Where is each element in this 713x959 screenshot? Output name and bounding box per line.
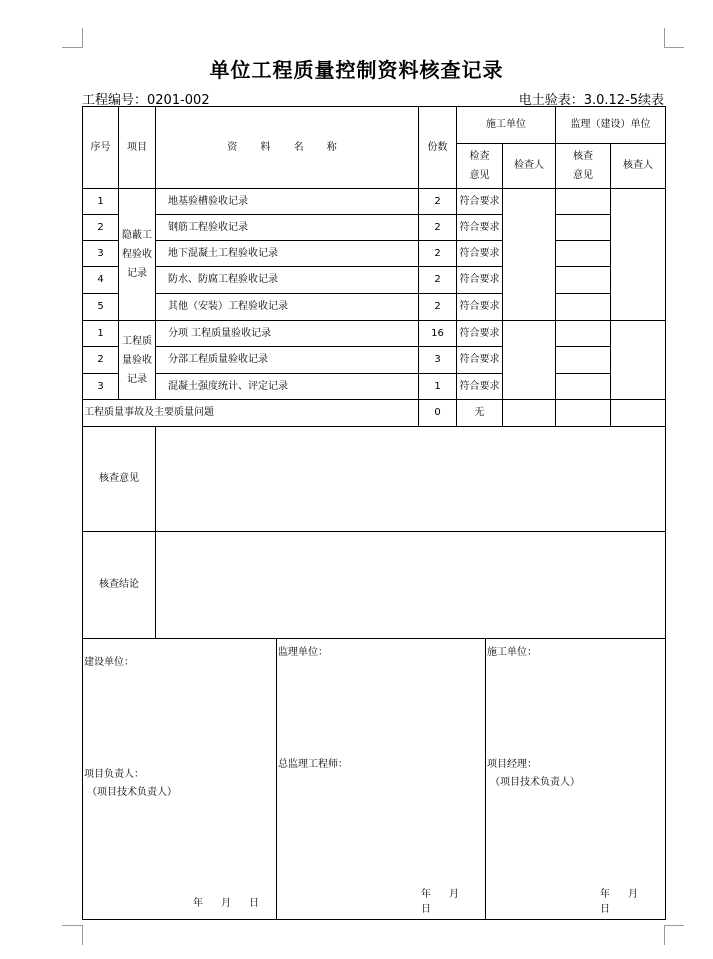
row-copies: 2: [419, 241, 457, 267]
group1-verifier: [611, 189, 666, 321]
owner-unit-label: 建设单位：: [84, 657, 134, 668]
supervision-sign-cell: [277, 639, 486, 920]
review-conclusion-label: 核查结论: [83, 532, 156, 639]
construction-sign-cell: [486, 639, 666, 920]
header-verify-opinion: 核查意见: [556, 144, 611, 189]
row-copies: 3: [419, 347, 457, 374]
table-row: [83, 347, 666, 374]
crop-mark-tr-v: [664, 28, 665, 48]
row-verify-opinion: [556, 189, 611, 215]
row-verify-opinion: [556, 347, 611, 374]
crop-mark-br-v: [664, 925, 665, 945]
header-construction-unit: 施工单位: [457, 107, 556, 144]
row-check-opinion: 符合要求: [457, 294, 503, 321]
table-row: [83, 267, 666, 294]
row-copies: 2: [419, 189, 457, 215]
construction-date: 年 月日: [600, 889, 638, 915]
row-no: 4: [83, 267, 119, 294]
row-copies: 2: [419, 215, 457, 241]
page-title: 单位工程质量控制资料核查记录: [209, 58, 504, 82]
header-item: 项目: [119, 107, 156, 189]
row-doc-name: 分项 工程质量验收记录: [156, 321, 419, 347]
form-code: 电土验表：3.0.12-5续表: [518, 93, 664, 108]
supervision-unit-label: 监理单位：: [278, 647, 328, 658]
crop-mark-bl-h: [62, 925, 82, 926]
row-doc-name: 地下混凝土工程验收记录: [156, 241, 419, 267]
group1-checker: [503, 189, 556, 321]
row-doc-name: 分部工程质量验收记录: [156, 347, 419, 374]
review-conclusion-row: [83, 532, 666, 639]
row-check-opinion: 符合要求: [457, 215, 503, 241]
group-label-quality-acceptance: 工程质量验收记录: [119, 321, 156, 400]
row-copies: 2: [419, 267, 457, 294]
crop-mark-tr-h: [664, 47, 684, 48]
group-label-hidden-works: 隐蔽工程验收记录: [119, 189, 156, 321]
crop-mark-tl-v: [82, 28, 83, 48]
row-no: 1: [83, 321, 119, 347]
owner-sign-cell: [83, 639, 277, 920]
row-check-opinion: 符合要求: [457, 267, 503, 294]
row-no: 2: [83, 215, 119, 241]
row-copies: 2: [419, 294, 457, 321]
group2-verifier: [611, 321, 666, 400]
owner-tech-label: （项目技术负责人）: [87, 787, 177, 798]
header-checker: 检查人: [503, 144, 556, 189]
row-no: 3: [83, 241, 119, 267]
accident-row: [83, 400, 666, 427]
accident-copies: 0: [419, 400, 457, 427]
row-check-opinion: 符合要求: [457, 241, 503, 267]
supervision-date: 年 月日: [421, 889, 459, 915]
row-check-opinion: 符合要求: [457, 321, 503, 347]
row-verify-opinion: [556, 241, 611, 267]
header-doc-name: 资 料 名 称: [156, 107, 419, 189]
header-seq: 序号: [83, 107, 119, 189]
row-no: 5: [83, 294, 119, 321]
pm-label: 项目经理：: [487, 759, 537, 770]
pm-tech-label: （项目技术负责人）: [490, 777, 580, 788]
table-row: [83, 189, 666, 215]
header-check-opinion: 检查意见: [457, 144, 503, 189]
accident-verify: [556, 400, 611, 427]
row-no: 2: [83, 347, 119, 374]
review-opinion-content: [156, 427, 666, 532]
accident-checker: [503, 400, 556, 427]
project-number: 工程编号：0201-002: [82, 93, 210, 108]
row-no: 1: [83, 189, 119, 215]
row-no: 3: [83, 374, 119, 400]
table-row: [83, 241, 666, 267]
header-verifier: 核查人: [611, 144, 666, 189]
row-copies: 1: [419, 374, 457, 400]
table-row: [83, 321, 666, 347]
row-check-opinion: 符合要求: [457, 189, 503, 215]
table-row: [83, 215, 666, 241]
crop-mark-bl-v: [82, 925, 83, 945]
row-verify-opinion: [556, 321, 611, 347]
chief-supervisor-label: 总监理工程师：: [278, 759, 348, 770]
row-verify-opinion: [556, 374, 611, 400]
header-supervision-unit: 监理（建设）单位: [556, 107, 666, 144]
owner-person-label: 项目负责人：: [84, 769, 144, 780]
table-row: [83, 374, 666, 400]
owner-date: 年 月 日: [193, 898, 259, 909]
row-verify-opinion: [556, 267, 611, 294]
construction-unit-label: 施工单位：: [487, 647, 537, 658]
accident-check: 无: [457, 400, 503, 427]
row-doc-name: 钢筋工程验收记录: [156, 215, 419, 241]
review-opinion-row: [83, 427, 666, 532]
signature-table: [82, 638, 666, 920]
row-doc-name: 防水、防腐工程验收记录: [156, 267, 419, 294]
accident-label: 工程质量事故及主要质量问题: [83, 400, 419, 427]
table-row: [83, 294, 666, 321]
review-opinion-label: 核查意见: [83, 427, 156, 532]
crop-mark-tl-h: [62, 47, 82, 48]
group2-checker: [503, 321, 556, 400]
row-verify-opinion: [556, 215, 611, 241]
header-copies: 份数: [419, 107, 457, 189]
header-row-1: [83, 107, 666, 144]
row-check-opinion: 符合要求: [457, 347, 503, 374]
row-doc-name: 混凝土强度统计、评定记录: [156, 374, 419, 400]
crop-mark-br-h: [664, 925, 684, 926]
row-doc-name: 其他（安装）工程验收记录: [156, 294, 419, 321]
records-table: [82, 106, 666, 639]
row-verify-opinion: [556, 294, 611, 321]
review-conclusion-content: [156, 532, 666, 639]
accident-verifier: [611, 400, 666, 427]
row-check-opinion: 符合要求: [457, 374, 503, 400]
row-doc-name: 地基验槽验收记录: [156, 189, 419, 215]
row-copies: 16: [419, 321, 457, 347]
